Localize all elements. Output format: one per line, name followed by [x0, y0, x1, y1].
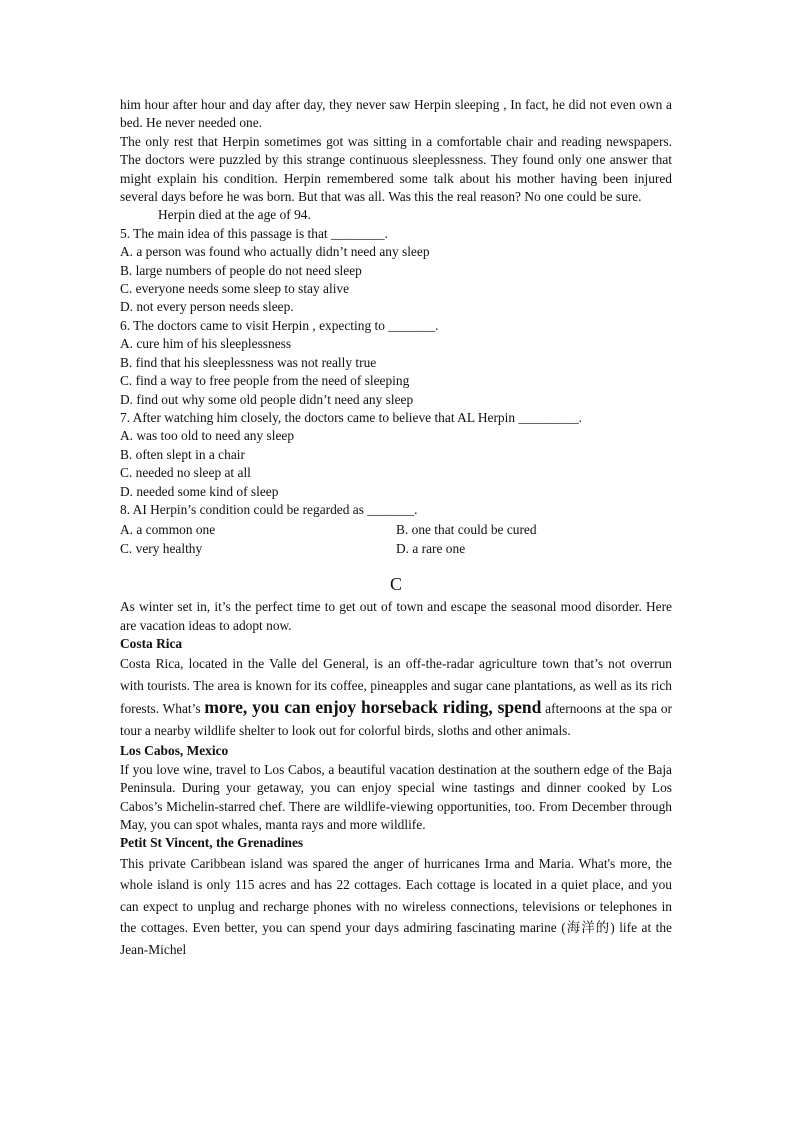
petit-st-vincent-paragraph: This private Caribbean island was spared the anger of hurricanes Irma and Maria. What's more, the whole island is only 115 acres and has 22 cottages. Each cottage is located in a quiet place, and you can expect to unplug and recharge phones with no wireless connections, televisions or telephones in the cottages. Even better, you can spend your days admiring fascinating marine (海洋的) life at the Jean-Michel [120, 855, 672, 957]
option-c: C. needed no sleep at all [120, 465, 251, 481]
options-row-2 [120, 540, 672, 558]
option-a: A. a common one [120, 522, 216, 538]
option-a: A. a person was found who actually didn’t need any sleep [120, 244, 430, 260]
question-stem: 6. The doctors came to visit Herpin , expecting to _______. [120, 317, 439, 333]
question-7 [120, 409, 672, 501]
option-c: C. everyone needs some sleep to stay alive [120, 281, 350, 297]
section-c-intro: As winter set in, it’s the perfect time to get out of town and escape the seasonal mood disorder. Here are vacation ideas to adopt now. [120, 599, 672, 633]
option-d: D. needed some kind of sleep [120, 483, 279, 499]
option-b: B. large numbers of people do not need sleep [120, 262, 362, 278]
costa-rica-paragraph [120, 653, 672, 742]
option-a: A. was too old to need any sleep [120, 428, 295, 444]
option-a: A. cure him of his sleeplessness [120, 336, 292, 352]
option-b: B. one that could be cured [396, 522, 537, 538]
passage-b-paragraph-3: Herpin died at the age of 94. [158, 207, 311, 223]
option-d: D. find out why some old people didn’t need any sleep [120, 391, 414, 407]
passage-b-paragraph-2: The only rest that Herpin sometimes got was sitting in a comfortable chair and reading newspapers. The doctors were puzzled by this strange continuous sleeplessness. They found only one answer that might explain his condition. Herpin remembered some talk about his mother having been injured several days before he was born. But that was all. Was this the real reason? No one could be sure. [120, 133, 672, 205]
question-5 [120, 225, 672, 317]
section-c-heading: C [389, 574, 402, 595]
options-row-1 [120, 521, 672, 539]
option-c: C. very healthy [120, 540, 203, 556]
question-stem: 7. After watching him closely, the doctors came to believe that AL Herpin _________. [120, 409, 582, 425]
document-page [120, 96, 672, 960]
question-6 [120, 317, 672, 409]
option-b: B. find that his sleeplessness was not really true [120, 354, 377, 370]
option-c: C. find a way to free people from the need of sleeping [120, 373, 410, 389]
question-stem: 5. The main idea of this passage is that ________. [120, 225, 388, 241]
option-b: B. often slept in a chair [120, 446, 245, 462]
costa-rica-text-b: afternoons at the spa or tour a nearby wildlife shelter to look out for colorful birds, sloths and other animals. [120, 701, 672, 739]
los-cabos-paragraph: If you love wine, travel to Los Cabos, a beautiful vacation destination at the southern edge of the Baja Peninsula. During your getaway, you can enjoy special wine tastings and dinner cooked by Los Cabos’s Michelin-starred chef. There are wildlife-viewing opportunities, too. From December through May, you can spot whales, manta rays and more wildlife. [120, 761, 672, 832]
option-d: D. not every person needs sleep. [120, 299, 294, 315]
costa-rica-text-a: Costa Rica, located in the Valle del General, is an off-the-radar agriculture town that’s not overrun with tourists. The area is known for its coffee, pineapples and sugar cane plantations, as well as its rich forests. What’s [120, 656, 672, 717]
question-stem: 8. AI Herpin’s condition could be regarded as _______. [120, 501, 418, 517]
passage-b-paragraph-1: him hour after hour and day after day, they never saw Herpin sleeping , In fact, he did not even own a bed. He never needed one. [120, 97, 672, 131]
question-8 [120, 501, 672, 558]
costa-rica-text-emphasis: more, you can enjoy horseback riding, spend [204, 697, 542, 718]
los-cabos-heading: Los Cabos, Mexico [120, 743, 229, 759]
option-d: D. a rare one [396, 540, 466, 556]
petit-st-vincent-heading: Petit St Vincent, the Grenadines [120, 835, 304, 851]
costa-rica-heading: Costa Rica [120, 635, 183, 651]
